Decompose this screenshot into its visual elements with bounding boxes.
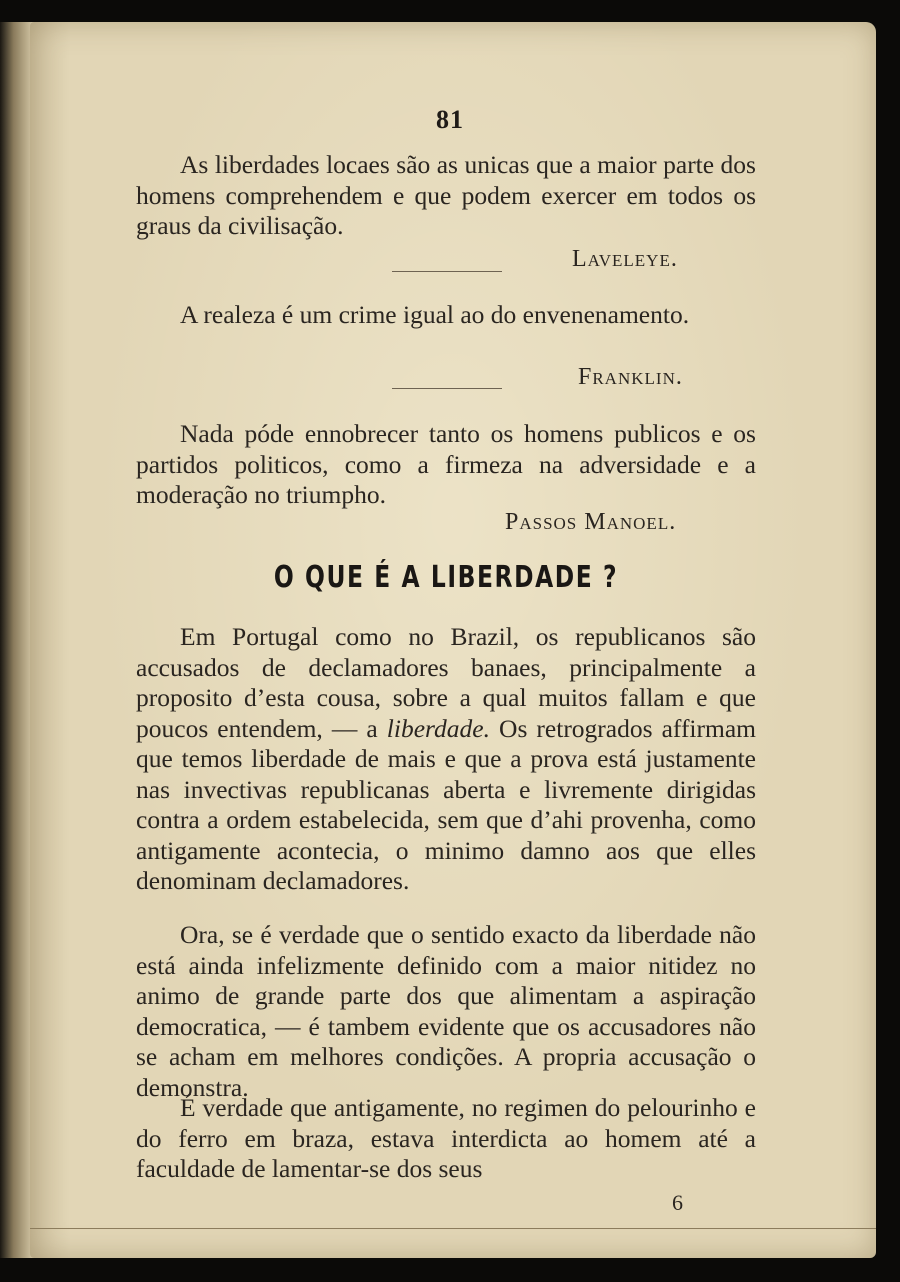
quote-franklin-text: A realeza é um crime igual ao do envenenamento. [180, 300, 690, 329]
page-number: 81 [436, 105, 464, 134]
article-paragraph-3: É verdade que antigamente, no regimen do pelourinho e do ferro em braza, estava interdicta ao homem até a faculdade de lamentar-se dos seus [136, 1093, 756, 1183]
article-paragraph-2: Ora, se é verdade que o sentido exacto da liberdade não está ainda infelizmente definido com a maior nitidez no animo de grande parte dos que alimentam a aspiração democratica, — é tambem evidente que os accusadores não se acham em melhores condições. A propria accusação o demonstra. [136, 920, 756, 1102]
article-paragraph-1 [136, 622, 756, 897]
article-paragraph-1-emphasis: liberdade. [386, 713, 490, 743]
quote-franklin-author: Franklin. [578, 364, 683, 390]
quote-laveleye-text: As liberdades locaes são as unicas que a maior parte dos homens comprehendem e que podem exercer em todos os graus da civilisação. [136, 150, 756, 240]
article-paragraph-1-start: Em Portugal como no Brazil, os republicanos são accusados de declamadores banaes, principalmente a proposito d’esta cousa, sobre a qual muitos fallam e que poucos entendem, — a [136, 622, 756, 743]
article-paragraph-1-end: Os retrogrados affirmam que temos liberdade de mais e que a prova está justamente nas invectivas republicanas aberta e livremente dirigidas contra a ordem estabelecida, sem que d’ahi provenha, como antigamente acontecia, o minimo damno aos que elles denominam declamadores. [136, 713, 756, 895]
quote-passos-manoel-text: Nada póde ennobrecer tanto os homens publicos e os partidos politicos, como a firmeza na adversidade e a moderação no triumpho. [136, 419, 756, 509]
bottom-rule [30, 1228, 876, 1229]
article-title: O QUE É A LIBERDADE ? [273, 560, 619, 595]
book-spine [0, 22, 34, 1258]
quote-passos-manoel-author: Passos Manoel. [505, 509, 677, 535]
quote-divider [392, 271, 502, 272]
signature-number: 6 [672, 1190, 683, 1215]
quote-laveleye-author: Laveleye. [572, 246, 678, 272]
quote-divider [392, 388, 502, 389]
